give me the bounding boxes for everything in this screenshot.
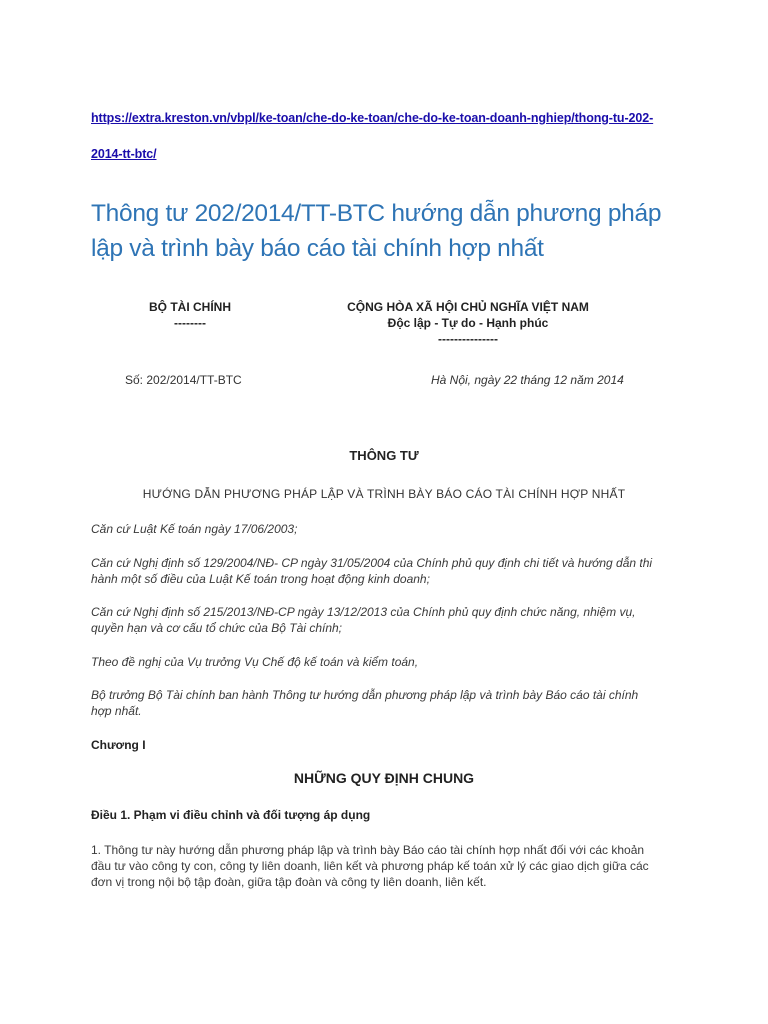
national-rule: --------------- [438,332,498,346]
preamble-5-line-2: hợp nhất. [91,704,142,718]
source-link-line-2[interactable]: 2014-tt-btc/ [91,147,157,161]
preamble-3-line-2: quyền hạn và cơ cấu tổ chức của Bộ Tài chính; [91,621,343,635]
article-1-title: Điều 1. Phạm vi điều chỉnh và đối tượng áp dụng [91,808,371,822]
title-line-2: lập và trình bày báo cáo tài chính hợp nhất [91,235,544,262]
document-number: Số: 202/2014/TT-BTC [125,373,242,387]
preamble-5-line-1: Bộ trưởng Bộ Tài chính ban hành Thông tư hướng dẫn phương pháp lập và trình bày Báo cáo tài chính [91,688,639,702]
source-link-line-1[interactable]: https://extra.kreston.vn/vbpl/ke-toan/che-do-ke-toan/che-do-ke-toan-doanh-nghiep/thong-tu-202- [91,111,654,125]
preamble-5 [91,687,691,719]
preamble-2-line-1: Căn cứ Nghị định số 129/2004/NĐ- CP ngày 31/05/2004 của Chính phủ quy định chi tiết và hướng dẫn thi [91,556,653,570]
preamble-3 [91,604,691,636]
article-1-clause-1 [91,842,691,890]
chapter-label: Chương I [91,738,146,752]
preamble-2 [91,555,691,587]
issuer-block [130,299,250,331]
document-subject: HƯỚNG DẪN PHƯƠNG PHÁP LẬP VÀ TRÌNH BÀY BÁO CÁO TÀI CHÍNH HỢP NHẤT [142,487,626,501]
article-1-line-1: 1. Thông tư này hướng dẫn phương pháp lập và trình bày Báo cáo tài chính hợp nhất đối với các khoản [91,843,645,857]
title-line-1: Thông tư 202/2014/TT-BTC hướng dẫn phương pháp [91,200,662,227]
article-1-line-3: đơn vị trong nội bộ tập đoàn, giữa tập đoàn và công ty liên doanh, liên kết. [91,875,487,889]
page-title [91,196,711,266]
issuer-rule: -------- [174,316,206,330]
national-title: CỘNG HÒA XÃ HỘI CHỦ NGHĨA VIỆT NAM [347,300,589,314]
issuer-name: BỘ TÀI CHÍNH [149,300,231,314]
chapter-title: NHỮNG QUY ĐỊNH CHUNG [293,770,475,786]
preamble-3-line-1: Căn cứ Nghị định số 215/2013/NĐ-CP ngày 13/12/2013 của Chính phủ quy định chức năng, nhiệm vụ, [91,605,636,619]
preamble-1: Căn cứ Luật Kế toán ngày 17/06/2003; [91,522,298,536]
preamble-2-line-2: hành một số điều của Luật Kế toán trong hoạt động kinh doanh; [91,572,430,586]
article-1-line-2: đầu tư vào công ty con, công ty liên doanh, liên kết và phương pháp kế toán xử lý các giao dịch giữa các [91,859,649,873]
national-header-block [318,299,618,347]
preamble-4: Theo đề nghị của Vụ trưởng Vụ Chế độ kế toán và kiểm toán, [91,655,419,669]
document-type-heading: THÔNG TƯ [349,448,419,463]
place-and-date: Hà Nội, ngày 22 tháng 12 năm 2014 [431,373,624,387]
national-motto: Độc lập - Tự do - Hạnh phúc [387,316,549,330]
